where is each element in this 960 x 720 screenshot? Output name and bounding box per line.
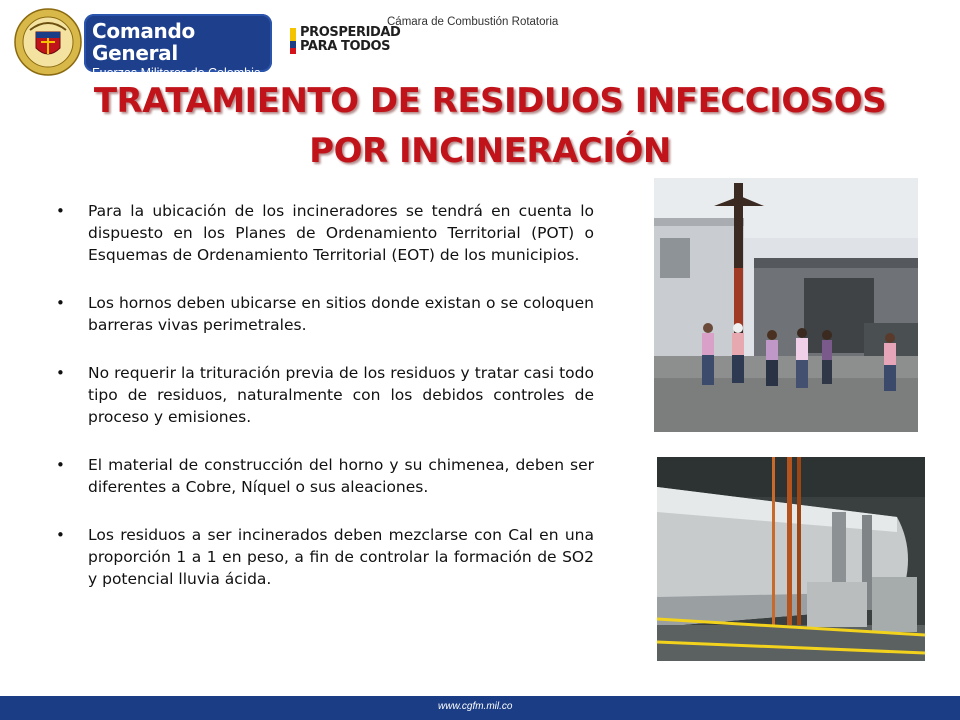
prosperidad-line1: PROSPERIDAD [300, 25, 401, 40]
slide-title [60, 76, 920, 176]
prosperidad-line2: PARA TODOS [300, 39, 391, 54]
bullet-item: • Los hornos deben ubicarse en sitios donde existan o se coloquen barreras vivas perimetrales. [56, 294, 594, 334]
colombia-flag-icon [290, 28, 296, 54]
bullet-item: • Para la ubicación de los incineradores se tendrá en cuenta lo dispuesto en los Planes de Ordenamiento Territorial (POT) o Esquemas de Ordenamiento Territorial (EOT) de los municipios. [56, 202, 594, 264]
header-caption: Cámara de Combustión Rotatoria [387, 16, 559, 28]
bullet-item: • El material de construcción del horno y su chimenea, deben ser diferentes a Cobre, Níquel o sus aleaciones. [56, 456, 594, 496]
title-line2: POR INCINERACIÓN [309, 131, 671, 171]
rotary-kiln-photo [657, 457, 925, 661]
comando-general-logo [84, 14, 272, 80]
title-line1: TRATAMIENTO DE RESIDUOS INFECCIOSOS [93, 81, 887, 121]
bullet-list [52, 200, 594, 616]
military-seal-icon [14, 8, 82, 76]
incinerator-site-photo [654, 178, 918, 432]
prosperidad-logo [290, 26, 400, 60]
footer-bar [0, 696, 960, 720]
brand-title: Comando General [92, 19, 195, 65]
bullet-item: • No requerir la trituración previa de los residuos y tratar casi todo tipo de residuos, naturalmente con los debidos controles de proceso y emisiones. [56, 364, 594, 426]
footer-url[interactable]: www.cgfm.mil.co [438, 701, 513, 712]
brand-subtitle: Fuerzas Militares de Colombia [92, 66, 261, 80]
bullet-item: • Los residuos a ser incinerados deben mezclarse con Cal en una proporción 1 a 1 en peso, a fin de controlar la formación de SO2 y potencial lluvia ácida. [56, 526, 594, 588]
